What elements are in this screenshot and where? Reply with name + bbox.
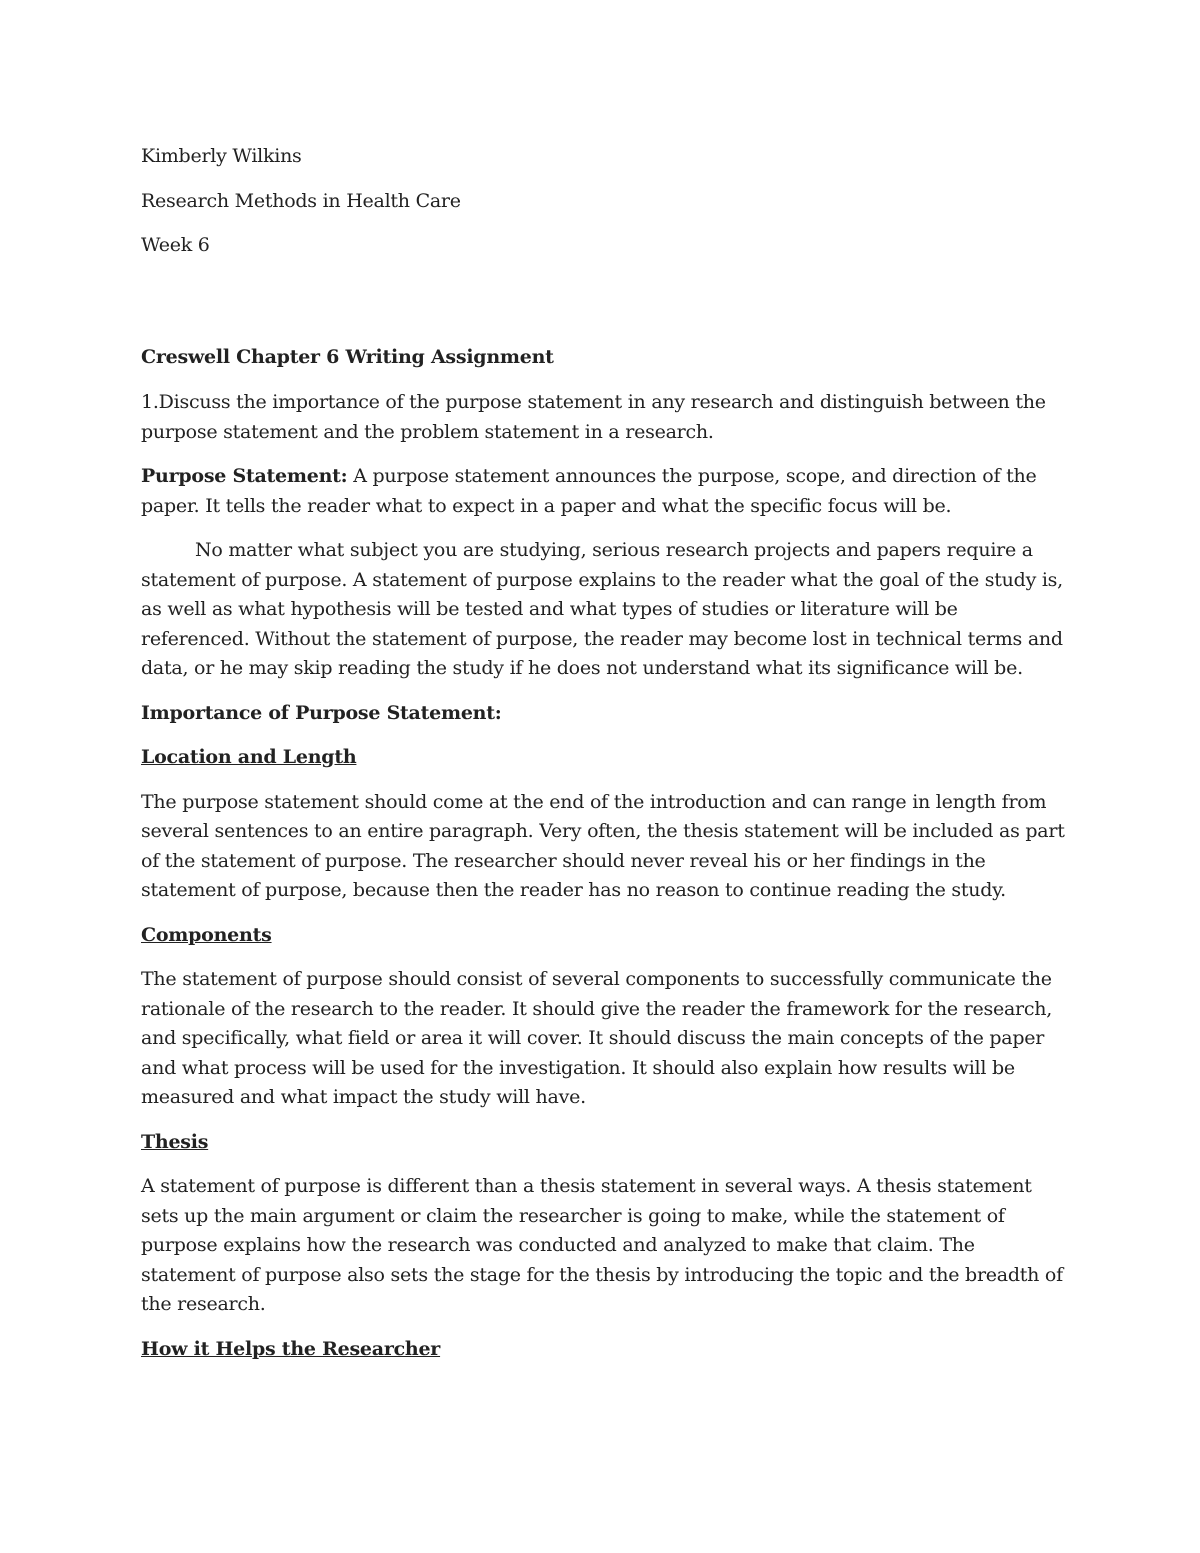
purpose-statement-label: Purpose Statement:: [141, 465, 348, 487]
assignment-title: Creswell Chapter 6 Writing Assignment: [141, 345, 554, 368]
components-heading: Components: [141, 923, 272, 946]
document-page: [141, 142, 1066, 1379]
author-name: Kimberly Wilkins: [141, 145, 302, 167]
purpose-statement-paragraph: [141, 462, 1066, 521]
purpose-statement-text: A purpose statement announces the purpose, scope, and direction of the paper. It tells the reader what to expect in a paper and what the specific focus will be.: [141, 465, 1037, 517]
course-name: Research Methods in Health Care: [141, 189, 461, 212]
location-length-paragraph: The purpose statement should come at the end of the introduction and can range in length from several sentences to an entire paragraph. Very often, the thesis statement will be included as part of the statement of purpose. The researcher should never reveal his or her findings in the statement of purpose, because then the reader has no reason to continue reading the study.: [141, 790, 1065, 901]
components-paragraph: The statement of purpose should consist of several components to successfully communicate the rationale of the research to the reader. It should give the reader the framework for the research, and specifically, what field or area it will cover. It should discuss the main concepts of the paper and what process will be used for the investigation. It should also explain how results will be measured and what impact the study will have.: [141, 968, 1053, 1108]
thesis-heading: Thesis: [141, 1130, 209, 1153]
no-matter-paragraph: No matter what subject you are studying, serious research projects and papers require a statement of purpose. A statement of purpose explains to the reader what the goal of the study is, as well as what hypothesis will be tested and what types of studies or literature will be referenced. Without the statement of purpose, the reader may become lost in technical terms and data, or he may skip reading the study if he does not understand what its significance will be.: [141, 539, 1063, 679]
importance-heading: Importance of Purpose Statement:: [141, 701, 502, 724]
how-it-helps-heading: How it Helps the Researcher: [141, 1337, 441, 1360]
thesis-paragraph: A statement of purpose is different than a thesis statement in several ways. A thesis statement sets up the main argument or claim the researcher is going to make, while the statement of purpose explains how the research was conducted and analyzed to make that claim. The statement of purpose also sets the stage for the thesis by introducing the topic and the breadth of the research.: [141, 1175, 1063, 1315]
week-label: Week 6: [141, 234, 210, 256]
location-length-heading: Location and Length: [141, 746, 357, 768]
question-paragraph: 1.Discuss the importance of the purpose statement in any research and distinguish between the purpose statement and the problem statement in a research.: [141, 391, 1046, 443]
